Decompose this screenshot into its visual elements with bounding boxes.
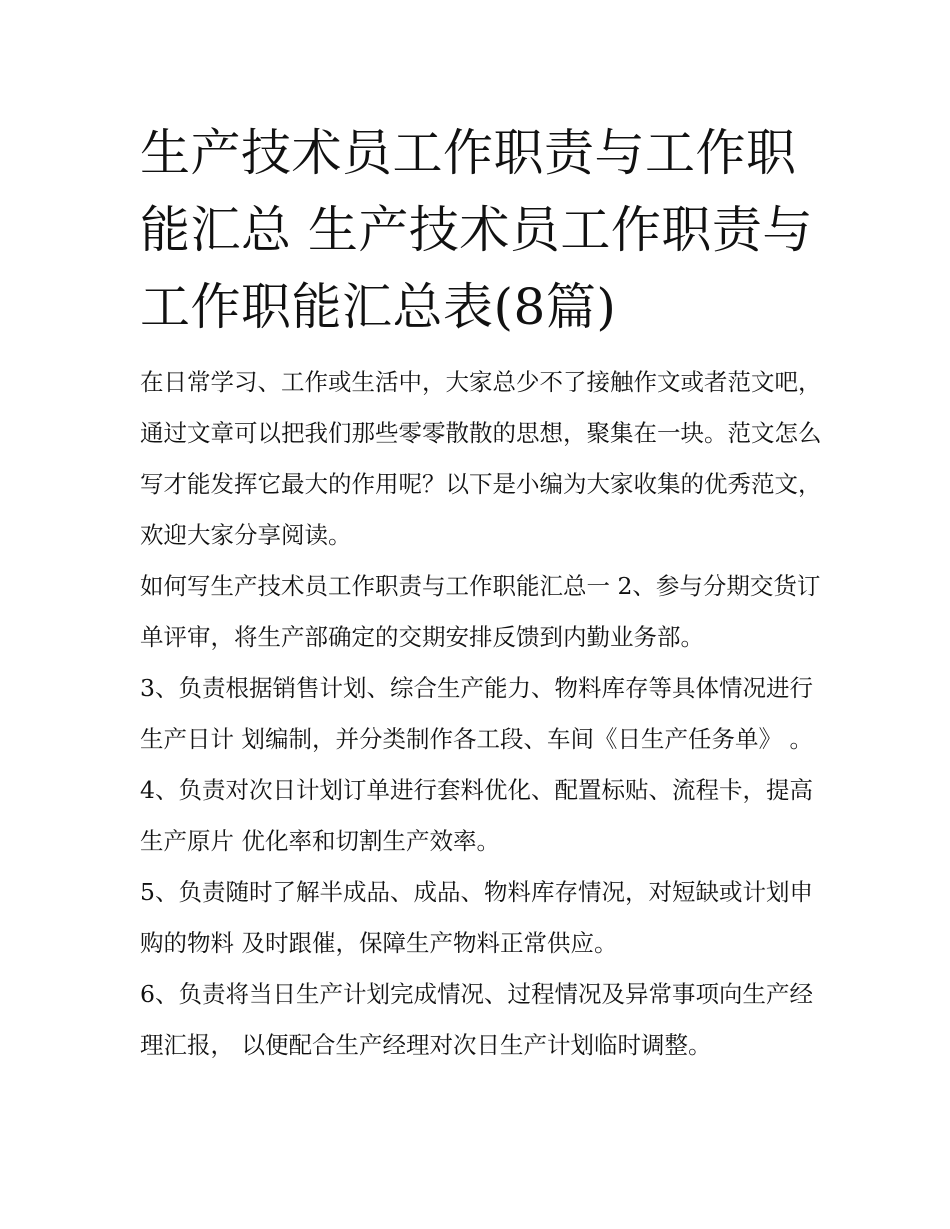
document-title: 生产技术员工作职责与工作职能汇总 生产技术员工作职责与工作职能汇总表(8篇) bbox=[140, 124, 813, 336]
paragraph-item-3: 3、负责根据销售计划、综合生产能力、物料库存等具体情况进行生产日计 划编制，并分类制作各工段、车间《日生产任务单》 。 bbox=[140, 674, 813, 753]
paragraph-item-4: 4、负责对次日计划订单进行套料优化、配置标贴、流程卡，提高生产原片 优化率和切割生产效率。 bbox=[140, 776, 813, 855]
paragraph-item-6: 6、负责将当日生产计划完成情况、过程情况及异常事项向生产经理汇报， 以便配合生产经理对次日生产计划临时调整。 bbox=[140, 980, 813, 1059]
document-body bbox=[140, 357, 830, 1071]
paragraph-item-5: 5、负责随时了解半成品、成品、物料库存情况，对短缺或计划申购的物料 及时跟催，保障生产物料正常供应。 bbox=[140, 878, 813, 957]
intro-paragraph: 在日常学习、工作或生活中，大家总少不了接触作文或者范文吧，通过文章可以把我们那些零零散散的思想，聚集在一块。范文怎么写才能发挥它最大的作用呢？以下是小编为大家收集的优秀范文，欢迎大家分享阅读。 bbox=[140, 368, 822, 549]
paragraph-item-2: 如何写生产技术员工作职责与工作职能汇总一 2、参与分期交货订单评审，将生产部确定的交期安排反馈到内勤业务部。 bbox=[140, 572, 821, 651]
